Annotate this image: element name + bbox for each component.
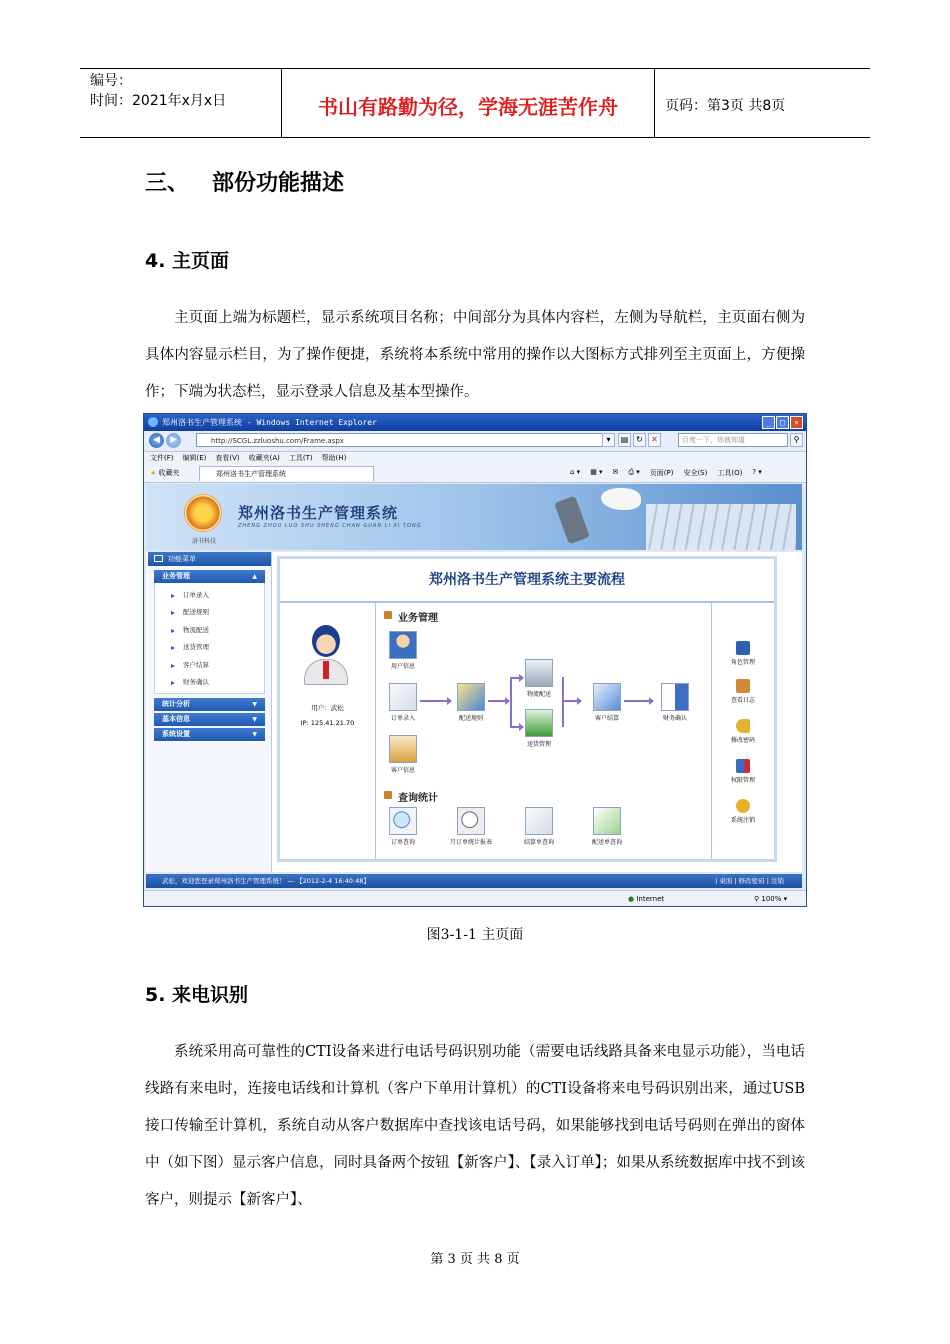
logout-key-icon — [736, 799, 750, 813]
ie-command-bar — [570, 468, 762, 478]
workflow-panel — [277, 556, 777, 862]
sidebar-item-logistics[interactable]: 物流配送 — [155, 622, 264, 639]
chevron-down-icon: ▼ — [252, 716, 257, 724]
group-label: 业务管理 — [162, 572, 190, 580]
compat-icon[interactable]: ▤ — [618, 433, 631, 447]
order-query-icon — [389, 807, 417, 835]
finance-icon — [661, 683, 689, 711]
favorites-button[interactable] — [150, 468, 180, 478]
sidebar-item-delivery[interactable]: 送货管理 — [155, 639, 264, 656]
logo-text: 洛书科技 — [192, 538, 217, 545]
company-logo-icon — [184, 494, 222, 532]
menu-edit[interactable]: 编辑(E) — [182, 454, 207, 462]
user-info-column — [280, 603, 376, 859]
node-settlement[interactable] — [572, 683, 642, 722]
menu-favorites[interactable]: 收藏夹(A) — [248, 454, 280, 462]
sidebar-item-finance[interactable]: 财务确认 — [155, 674, 264, 691]
sidebar-group-settings[interactable] — [154, 728, 265, 741]
ie-titlebar — [144, 414, 806, 431]
tab-row — [144, 465, 806, 483]
role-icon — [736, 641, 750, 655]
node-label: 订单录入 — [390, 715, 415, 722]
handheld-device-icon — [554, 496, 590, 545]
window-controls — [762, 416, 803, 429]
node-label: 客户结算 — [594, 715, 619, 722]
header-motto-cell — [282, 69, 655, 137]
page-info: 页码：第3页 共8页 — [665, 98, 786, 114]
chevron-down-icon: ▼ — [252, 701, 257, 709]
logout-button[interactable] — [712, 799, 774, 824]
print-icon[interactable]: ⎙ ▾ — [628, 468, 640, 476]
globe-icon: ● — [628, 895, 635, 903]
flow-merge-line — [562, 677, 564, 727]
motto: 书山有路勤为径，学海无涯苦作舟 — [318, 94, 618, 119]
button-label: 修改密码 — [730, 737, 755, 744]
node-user-info[interactable] — [368, 631, 438, 670]
menu-file[interactable]: 文件(F) — [150, 454, 174, 462]
node-label: 物流配送 — [526, 691, 551, 698]
safety-menu[interactable]: 安全(S) — [683, 469, 708, 477]
node-finance[interactable] — [640, 683, 710, 722]
address-bar[interactable]: http://SCGL.zzluoshu.com/Frame.aspx — [196, 433, 614, 447]
close-icon[interactable]: ✕ — [790, 416, 803, 429]
banner-title: 郑州洛书生产管理系统 — [238, 504, 399, 522]
role-management-button[interactable] — [712, 641, 774, 666]
refresh-icon[interactable]: ↻ — [633, 433, 646, 447]
menu-tools[interactable]: 工具(T) — [288, 454, 313, 462]
menu-help[interactable]: 帮助(H) — [321, 454, 347, 462]
delivery-icon — [525, 709, 553, 737]
sidebar-item-dist-rules[interactable]: 配送规则 — [155, 604, 264, 621]
group-label: 基本信息 — [162, 715, 190, 724]
address-dropdown-icon[interactable]: ▾ — [602, 433, 615, 447]
group-label: 系统设置 — [162, 730, 190, 739]
button-label: 权限管理 — [730, 777, 755, 784]
node-label: 月订单统计报表 — [449, 839, 492, 846]
section-business: 业务管理 — [384, 609, 438, 624]
delivery-query-icon — [593, 807, 621, 835]
home-icon[interactable]: ⌂ ▾ — [570, 468, 581, 476]
change-password-button[interactable] — [712, 719, 774, 744]
page-footer: 第 3 页 共 8 页 — [430, 1252, 520, 1267]
chevron-down-icon: ▼ — [252, 731, 257, 739]
key-icon — [736, 719, 750, 733]
user-ip: IP: 125.41.21.70 — [300, 719, 355, 727]
node-label: 结算单查询 — [523, 839, 554, 846]
sidebar-group-basic[interactable] — [154, 713, 265, 726]
minimize-icon[interactable]: _ — [762, 416, 775, 429]
settlement-query-icon — [525, 807, 553, 835]
serial-label: 编号： — [90, 73, 132, 89]
back-icon[interactable]: ◀ — [149, 433, 164, 448]
app-body — [146, 552, 802, 872]
internet-zone — [628, 891, 664, 907]
page-menu[interactable]: 页面(P) — [649, 469, 674, 477]
maximize-icon[interactable]: □ — [776, 416, 789, 429]
avatar — [304, 625, 348, 685]
magnifier-icon — [457, 807, 485, 835]
keyboard-image — [646, 504, 796, 550]
settlement-icon — [593, 683, 621, 711]
button-label: 系统注销 — [730, 817, 755, 824]
section-query: 查询统计 — [384, 789, 438, 804]
paragraph-caller-id: 系统采用高可靠性的CTI设备来进行电话号码识别功能（需要电话线路具备来电显示功能），当电话线路有来电时，连接电话线和计算机（客户下单用计算机）的CTI设备将来电号码识别出来，通过USB接口传输至计算机，系统自动从客户数据库中查找该电话号码，如果能够找到电话号码则在弹出的窗体中（如下图）显示客户信息，同时具备两个按钮【新客户】、【录入订单】；如果从系统数据库中找不到该客户，则提示【新客户】、 — [145, 1044, 805, 1208]
app-status-bar — [146, 874, 802, 888]
quick-actions-column — [711, 603, 774, 859]
zone-label: Internet — [636, 895, 665, 903]
sidebar-header: 功能菜单 — [148, 552, 271, 566]
help-icon[interactable]: ? ▾ — [752, 468, 762, 476]
chevron-up-icon: ▲ — [252, 573, 257, 580]
app-banner — [146, 484, 802, 550]
menu-bar — [144, 452, 806, 465]
menu-view[interactable]: 查看(V) — [215, 454, 240, 462]
order-entry-icon — [389, 683, 417, 711]
node-label: 客户信息 — [390, 767, 415, 774]
stop-icon[interactable]: ✕ — [648, 433, 661, 447]
dist-rules-icon — [457, 683, 485, 711]
node-label: 配送规则 — [458, 715, 483, 722]
search-input[interactable]: 百度一下，你就知道 — [678, 433, 788, 447]
view-log-button[interactable] — [712, 679, 774, 704]
exit-door-icon — [736, 759, 750, 773]
tab-current[interactable]: 郑州洛书生产管理系统 — [199, 466, 374, 481]
node-label: 配送单查询 — [591, 839, 622, 846]
sidebar-item-order-entry[interactable]: 订单录入 — [155, 587, 264, 604]
node-label: 送货管理 — [526, 741, 551, 748]
zoom-label: 100% — [761, 895, 782, 903]
page-header — [80, 68, 870, 138]
forward-icon[interactable]: ▶ — [166, 433, 181, 448]
query-delivery[interactable] — [572, 807, 642, 846]
flow-arrow — [488, 700, 506, 702]
button-label: 角色管理 — [730, 659, 755, 666]
log-icon — [736, 679, 750, 693]
paragraph-main-page: 主页面上端为标题栏，显示系统项目名称；中间部分为具体内容栏，左侧为导航栏，主页面右侧为具体内容显示栏目，为了操作便捷，系统将本系统中常用的操作以大图标方式排列至主页面上，方便操作；下端为状态栏，显示登录人信息及基本型操作。 — [145, 310, 805, 400]
figure-caption: 图3-1-1 主页面 — [426, 927, 524, 943]
window-title: 郑州洛书生产管理系统 - Windows Internet Explorer — [162, 418, 377, 427]
status-links[interactable]: | 桌面 | 修改密码 | 注销 — [715, 877, 784, 885]
sidebar-item-settlement[interactable]: 客户结算 — [155, 657, 264, 674]
business-menu-list — [154, 583, 265, 694]
ie-logo-icon — [148, 417, 158, 427]
customer-info-icon — [389, 735, 417, 763]
user-info-icon — [389, 631, 417, 659]
query-settlement[interactable] — [504, 807, 574, 846]
search-icon[interactable]: ⚲ — [790, 433, 803, 447]
node-label: 财务确认 — [662, 715, 687, 722]
node-dist-rules[interactable] — [436, 683, 506, 722]
subsection-heading-caller-id: 5. 来电识别 — [145, 984, 249, 1006]
group-label: 统计分析 — [162, 700, 190, 709]
header-meta — [80, 69, 282, 137]
sidebar-group-stats[interactable] — [154, 698, 265, 711]
query-monthly-report[interactable] — [436, 807, 506, 846]
node-order-entry[interactable] — [368, 683, 438, 722]
feeds-icon[interactable]: ▦ ▾ — [590, 468, 603, 476]
node-label: 订单查询 — [390, 839, 415, 846]
dove-icon — [601, 488, 641, 510]
banner-pinyin: ZHENG ZHOU LUO SHU SHENG CHAN GUAN LI XI TONG — [238, 523, 422, 529]
ie-status-bar — [144, 890, 806, 907]
user-name: 用户：武松 — [311, 704, 344, 712]
status-text: 武松，欢迎您登录郑州洛书生产管理系统！ — 【2012-2-4 16:40:48】 — [162, 877, 370, 885]
favorites-label: 收藏夹 — [158, 469, 180, 477]
main-page-screenshot — [143, 413, 807, 907]
button-label: 查看日志 — [730, 697, 755, 704]
sidebar-group-business[interactable] — [154, 570, 265, 583]
section-heading: 三、 部份功能描述 — [145, 171, 344, 196]
permission-button[interactable] — [712, 759, 774, 784]
workflow-title: 郑州洛书生产管理系统主要流程 — [280, 559, 774, 603]
mail-icon[interactable]: ✉ — [612, 468, 619, 476]
subsection-heading-main-page: 4. 主页面 — [145, 250, 230, 272]
tools-menu[interactable]: 工具(O) — [717, 469, 743, 477]
date-line: 时间：2021年x月x日 — [90, 93, 227, 109]
sidebar — [148, 552, 272, 872]
node-label: 用户信息 — [390, 663, 415, 670]
node-customer-info[interactable] — [368, 735, 438, 774]
zoom-level[interactable]: ⚲ 100% ▾ — [754, 895, 788, 903]
address-row — [144, 431, 806, 452]
logistics-icon — [525, 659, 553, 687]
query-order[interactable] — [368, 807, 438, 846]
star-icon: ★ — [150, 469, 157, 477]
